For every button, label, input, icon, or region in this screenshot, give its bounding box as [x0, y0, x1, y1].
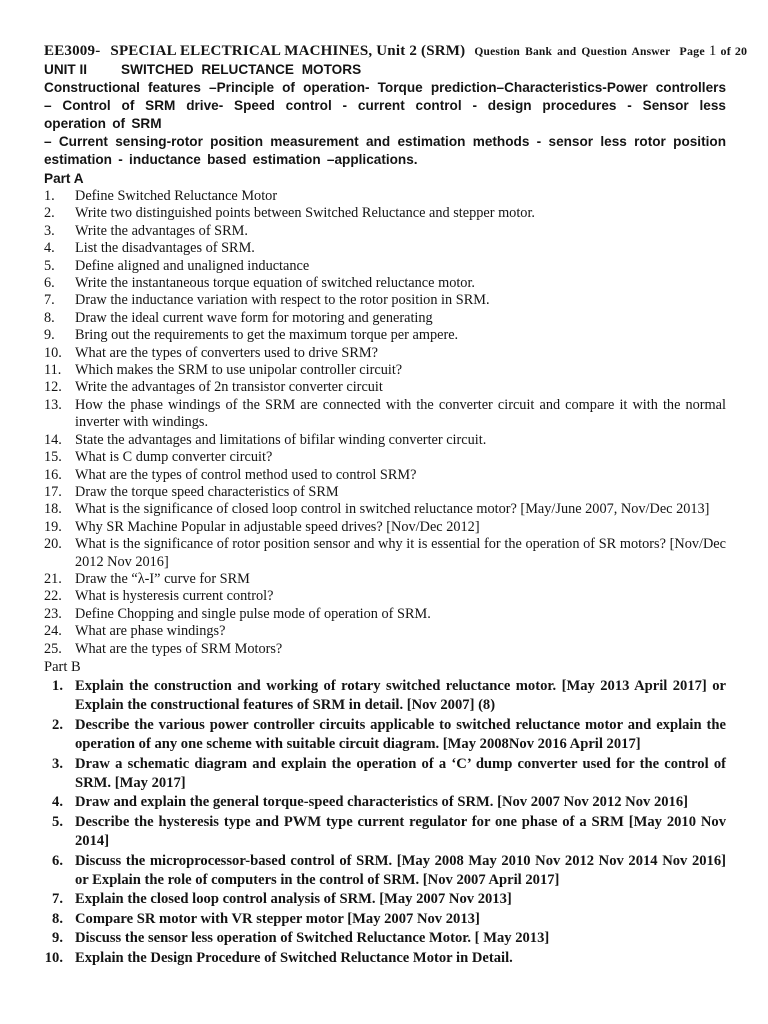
question-number: 3. [44, 222, 55, 239]
header-annex: Question Bank and Question Answer [474, 46, 671, 58]
question-text: Write the instantaneous torque equation of switched reluctance motor. [75, 275, 476, 292]
question-number: 16. [44, 466, 62, 483]
question-number: 1. [44, 188, 55, 204]
question-number: 1. [52, 677, 63, 694]
question-number: 6. [52, 852, 63, 869]
part-a-question-item [44, 449, 726, 466]
question-number: 9. [44, 327, 55, 344]
question-text: Describe the hysteresis type and PWM type current regulator for one phase of a SRM [May 2010 Nov 2014] [75, 813, 726, 850]
question-text: Draw the ideal current wave form for motoring and generating [75, 309, 433, 326]
question-text: Define Switched Reluctance Motor [75, 188, 278, 204]
part-a-question-item [44, 467, 726, 484]
part-a-question-item [44, 345, 726, 362]
part-a-list [44, 188, 726, 658]
question-text: What is C dump converter circuit? [75, 449, 273, 466]
question-text: What are the types of converters used to drive SRM? [75, 344, 378, 361]
question-text: Explain the construction and working of rotary switched reluctance motor. [May 2013 April 2017] or Explain the constructional features of SRM in detail. [Nov 2007] (8) [75, 677, 726, 714]
question-text: Discuss the microprocessor-based control of SRM. [May 2008 May 2010 Nov 2012 Nov 2014 Nov 2016] or Explain the role of computers in the control of SRM. [Nov 2007 April 2017] [75, 852, 726, 889]
course-title: SPECIAL ELECTRICAL MACHINES, Unit 2 (SRM) [110, 43, 466, 59]
question-text: Discuss the sensor less operation of Switched Reluctance Motor. [ May 2013] [75, 930, 550, 947]
question-text: Write two distinguished points between Switched Reluctance and stepper motor. [75, 205, 535, 222]
question-number: 12. [44, 379, 62, 396]
question-text: Draw the “λ-I” curve for SRM [75, 570, 250, 587]
part-a-question-item [44, 205, 726, 222]
question-number: 22. [44, 588, 62, 605]
part-a-question-item [44, 484, 726, 501]
question-number: 7. [44, 292, 55, 309]
question-text: Explain the closed loop control analysis of SRM. [May 2007 Nov 2013] [75, 891, 512, 908]
question-text: What are the types of control method used to control SRM? [75, 466, 417, 483]
question-text: What is the significance of rotor position sensor and why it is essential for the operation of SR motors? [Nov/Dec 2012 Nov 2016] [75, 536, 726, 570]
question-number: 15. [44, 449, 62, 466]
question-text: How the phase windings of the SRM are connected with the converter circuit and compare it with the normal inverter with windings. [75, 396, 726, 431]
of-word: of [720, 44, 731, 58]
question-text: Compare SR motor with VR stepper motor [May 2007 Nov 2013] [75, 910, 480, 927]
part-b-question-item [44, 929, 726, 948]
question-number: 6. [44, 275, 55, 292]
question-text: Define Chopping and single pulse mode of operation of SRM. [75, 605, 431, 622]
question-number: 20. [44, 536, 62, 553]
question-text: Which makes the SRM to use unipolar controller circuit? [75, 362, 403, 379]
question-text: List the disadvantages of SRM. [75, 240, 255, 257]
part-a-question-item [44, 362, 726, 379]
question-text: What are the types of SRM Motors? [75, 640, 283, 657]
page-number: 1 [708, 43, 717, 59]
part-a-question-item [44, 623, 726, 640]
part-b-question-item [44, 755, 726, 794]
question-text: Draw a schematic diagram and explain the operation of a ‘C’ dump converter used for the control of SRM. [May 2017] [75, 755, 726, 791]
question-number: 13. [44, 396, 62, 413]
part-a-question-item [44, 641, 726, 658]
question-number: 2. [44, 205, 55, 222]
part-b-question-item [44, 890, 726, 909]
question-text: Describe the various power controller circuits applicable to switched reluctance motor and explain the operation of any one scheme with suitable circuit diagram. [May 2008Nov 2016 April 2017] [75, 716, 726, 753]
part-b-question-item [44, 716, 726, 755]
question-number: 2. [52, 716, 63, 733]
question-number: 4. [52, 794, 63, 811]
question-number: 4. [44, 240, 55, 257]
part-a-question-item [44, 588, 726, 605]
question-text: Draw and explain the general torque-speed characteristics of SRM. [Nov 2007 Nov 2012 Nov 2016] [75, 794, 689, 811]
question-number: 10. [44, 949, 63, 966]
syllabus-paragraph-2: – Current sensing-rotor position measurement and estimation methods - sensor less rotor position estimation - inductance based estimation –applications. [44, 134, 726, 167]
total-pages: 20 [734, 44, 748, 58]
part-b-question-item [44, 910, 726, 929]
question-text: Bring out the requirements to get the maximum torque per ampere. [75, 327, 459, 344]
question-number: 5. [52, 813, 63, 830]
part-b-list [44, 677, 726, 968]
question-text: Draw the torque speed characteristics of SRM [75, 483, 339, 500]
question-number: 8. [44, 309, 55, 326]
document-header [44, 42, 748, 61]
question-text: State the advantages and limitations of bifilar winding converter circuit. [75, 431, 487, 448]
part-a-question-item [44, 501, 726, 518]
question-text: What is the significance of closed loop control in switched reluctance motor? [May/June 2007, Nov/Dec 2013] [75, 501, 710, 518]
question-text: Write the advantages of 2n transistor converter circuit [75, 379, 383, 396]
part-a-question-item [44, 310, 726, 327]
part-a-question-item [44, 275, 726, 292]
question-number: 8. [52, 910, 63, 927]
part-a-question-item [44, 379, 726, 396]
question-number: 7. [52, 891, 63, 908]
course-code: EE3009- [44, 43, 101, 59]
part-b-question-item [44, 949, 726, 968]
part-a-question-item [44, 258, 726, 275]
question-number: 24. [44, 623, 62, 640]
part-b-heading: Part B [44, 658, 81, 675]
part-a-question-item [44, 536, 726, 571]
question-text: Explain the Design Procedure of Switched Reluctance Motor in Detail. [75, 949, 513, 966]
question-number: 10. [44, 344, 62, 361]
part-a-question-item [44, 327, 726, 344]
part-a-question-item [44, 606, 726, 623]
part-a-question-item [44, 571, 726, 588]
question-text: What is hysteresis current control? [75, 588, 274, 605]
question-number: 25. [44, 640, 62, 657]
syllabus-paragraph-1: Constructional features –Principle of operation- Torque prediction–Characteristics-Power controllers – Control of SRM drive- Speed control - current control - design procedures - Sensor less operation of SRM [44, 80, 726, 131]
part-a-question-item [44, 397, 726, 432]
question-text: Why SR Machine Popular in adjustable speed drives? [Nov/Dec 2012] [75, 518, 480, 535]
part-b-question-item [44, 793, 726, 812]
part-a-question-item [44, 240, 726, 257]
question-number: 18. [44, 501, 62, 518]
question-number: 11. [44, 362, 62, 379]
question-number: 21. [44, 570, 62, 587]
question-number: 23. [44, 605, 62, 622]
part-a-question-item [44, 432, 726, 449]
question-number: 9. [52, 930, 63, 947]
question-text: Define aligned and unaligned inductance [75, 257, 310, 274]
part-a-question-item [44, 519, 726, 536]
question-number: 19. [44, 518, 62, 535]
question-text: What are phase windings? [75, 623, 226, 640]
question-text: Draw the inductance variation with respect to the rotor position in SRM. [75, 292, 490, 309]
unit-line [44, 61, 726, 79]
question-number: 17. [44, 483, 62, 500]
question-number: 14. [44, 431, 62, 448]
part-b-question-item [44, 813, 726, 852]
part-b-question-item [44, 852, 726, 891]
question-number: 3. [52, 755, 63, 772]
page-word: Page [679, 44, 705, 58]
question-text: Write the advantages of SRM. [75, 222, 248, 239]
part-a-question-item [44, 223, 726, 240]
part-a-question-item [44, 188, 726, 205]
part-a-heading: Part A [44, 171, 84, 186]
part-b-question-item [44, 677, 726, 716]
question-number: 5. [44, 257, 55, 274]
unit-title: SWITCHED RELUCTANCE MOTORS [121, 62, 362, 77]
unit-label: UNIT II [44, 62, 88, 77]
part-a-question-item [44, 292, 726, 309]
